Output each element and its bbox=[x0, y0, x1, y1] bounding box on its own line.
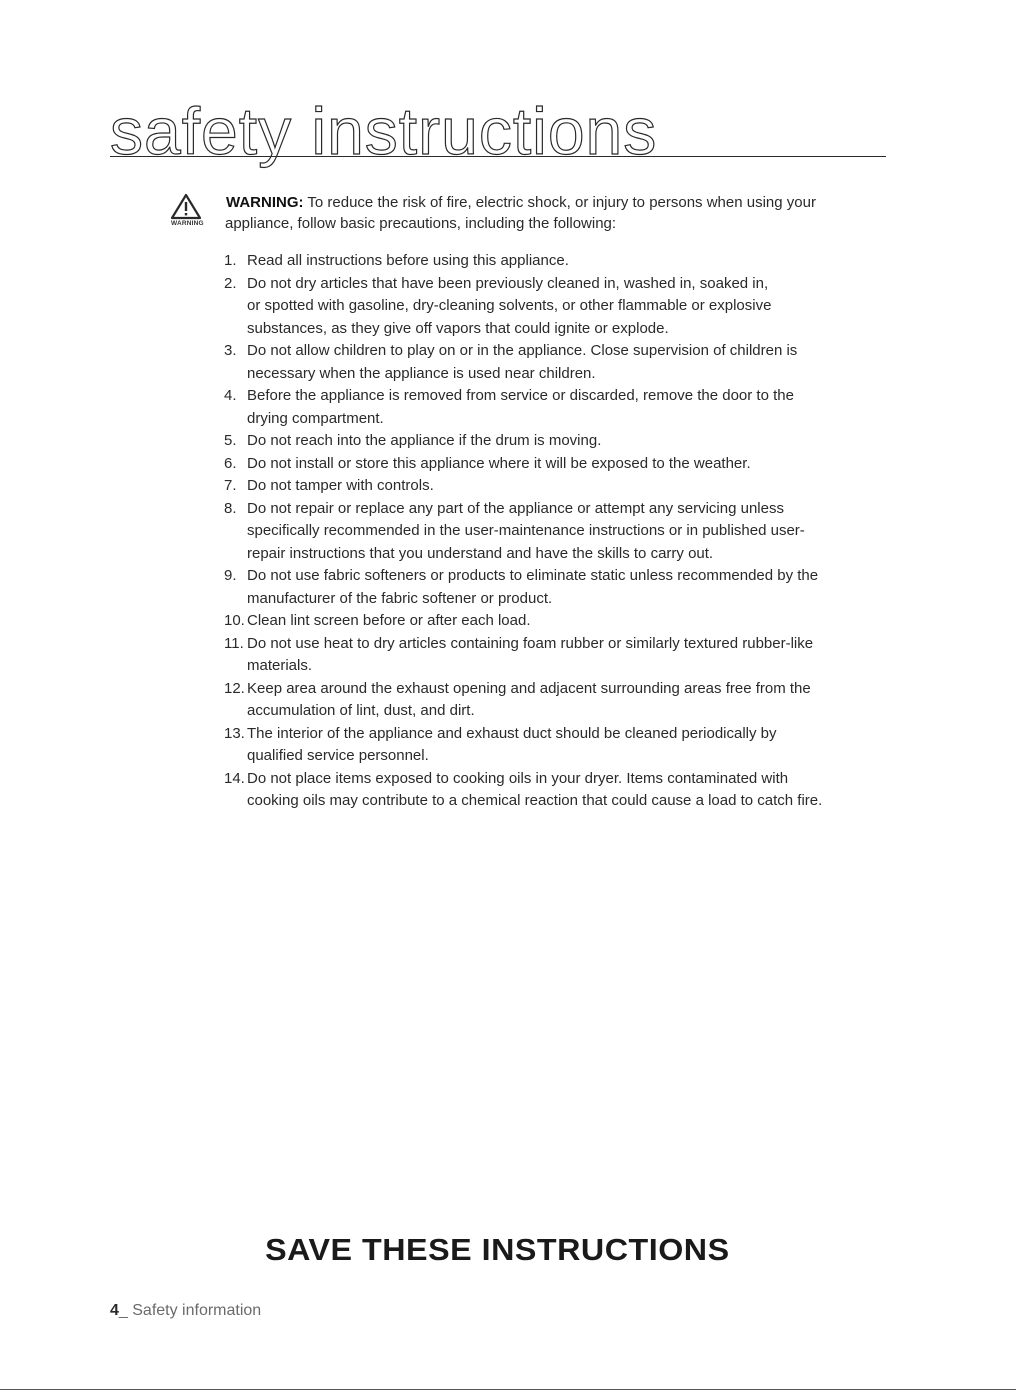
instruction-item bbox=[224, 340, 904, 385]
warning-icon-label: WARNING bbox=[171, 220, 204, 227]
warning-text-line2: appliance, follow basic precautions, including the following: bbox=[225, 215, 617, 232]
instruction-item bbox=[224, 768, 904, 813]
instruction-item bbox=[224, 453, 904, 476]
instruction-number: 3. bbox=[224, 342, 237, 359]
instruction-text-line: specifically recommended in the user-maintenance instructions or in published user- bbox=[247, 522, 805, 539]
instruction-text-line: Do not repair or replace any part of the appliance or attempt any servicing unless bbox=[247, 499, 784, 517]
instruction-text-line: repair instructions that you understand and have the skills to carry out. bbox=[247, 544, 714, 562]
bottom-rule bbox=[0, 1389, 1016, 1390]
instruction-list bbox=[224, 250, 904, 813]
instruction-number: 1. bbox=[224, 252, 237, 269]
instruction-item bbox=[224, 678, 904, 723]
instruction-text-line: necessary when the appliance is used near children. bbox=[247, 364, 596, 382]
instruction-text-line: Keep area around the exhaust opening and adjacent surrounding areas free from the bbox=[247, 679, 811, 697]
instruction-item bbox=[224, 565, 904, 610]
instruction-text-line: qualified service personnel. bbox=[247, 747, 429, 764]
save-instructions-banner bbox=[0, 1232, 1016, 1268]
instruction-item bbox=[224, 250, 904, 273]
instruction-number: 7. bbox=[224, 477, 237, 494]
warning-text-line1 bbox=[226, 193, 816, 213]
instruction-text-line: Do not use fabric softeners or products to eliminate static unless recommended by the bbox=[247, 567, 819, 584]
page-number: 4 bbox=[110, 1302, 119, 1319]
page-footer bbox=[110, 1302, 261, 1320]
instruction-text-line: Do not place items exposed to cooking oils in your dryer. Items contaminated with bbox=[247, 769, 789, 787]
instruction-number: 10. bbox=[224, 612, 245, 629]
instruction-number: 14. bbox=[224, 769, 245, 787]
instruction-item bbox=[224, 498, 904, 566]
instruction-text-line: cooking oils may contribute to a chemical reaction that could cause a load to catch fire. bbox=[247, 792, 823, 809]
instruction-text-line: materials. bbox=[247, 657, 313, 674]
instruction-text-line: The interior of the appliance and exhaust duct should be cleaned periodically by bbox=[247, 724, 777, 742]
instruction-item bbox=[224, 723, 904, 768]
instruction-text-line: or spotted with gasoline, dry-cleaning solvents, or other flammable or explosive bbox=[247, 297, 772, 314]
instruction-item bbox=[224, 475, 904, 498]
instruction-text-line: Do not use heat to dry articles containing foam rubber or similarly textured rubber-like bbox=[247, 634, 814, 652]
page-title: safety instructions bbox=[110, 94, 658, 168]
instruction-text-line: Do not install or store this appliance where it will be exposed to the weather. bbox=[247, 454, 751, 472]
save-instructions-text: SAVE THESE INSTRUCTIONS bbox=[264, 1232, 730, 1267]
footer-section: Safety information bbox=[132, 1302, 262, 1319]
instruction-text-line: drying compartment. bbox=[247, 409, 384, 427]
warning-label: WARNING: bbox=[226, 194, 304, 211]
instruction-text-line: Clean lint screen before or after each load. bbox=[247, 612, 531, 629]
instruction-text-line: substances, as they give off vapors that could ignite or explode. bbox=[247, 319, 669, 337]
instruction-number: 4. bbox=[224, 387, 237, 404]
instruction-item bbox=[224, 430, 904, 453]
footer-separator: _ bbox=[118, 1302, 133, 1319]
instruction-item bbox=[224, 385, 904, 430]
instruction-number: 12. bbox=[224, 679, 245, 697]
instruction-number: 11. bbox=[224, 634, 244, 652]
instruction-text-line: accumulation of lint, dust, and dirt. bbox=[247, 702, 475, 719]
warning-triangle-icon bbox=[170, 193, 202, 233]
instruction-text-line: Before the appliance is removed from service or discarded, remove the door to the bbox=[247, 387, 794, 404]
instruction-item bbox=[224, 633, 904, 678]
instruction-text-line: Read all instructions before using this appliance. bbox=[247, 252, 569, 269]
instruction-text-line: manufacturer of the fabric softener or product. bbox=[247, 589, 553, 607]
instruction-text-line: Do not dry articles that have been previously cleaned in, washed in, soaked in, bbox=[247, 274, 769, 292]
instruction-item bbox=[224, 610, 904, 633]
instruction-number: 2. bbox=[224, 274, 237, 292]
instruction-text-line: Do not tamper with controls. bbox=[247, 477, 434, 494]
instruction-number: 13. bbox=[224, 724, 245, 742]
title-underline bbox=[110, 156, 886, 157]
instruction-item bbox=[224, 273, 904, 341]
instruction-number: 6. bbox=[224, 454, 237, 472]
instruction-text-line: Do not reach into the appliance if the drum is moving. bbox=[247, 432, 602, 449]
warning-text: To reduce the risk of fire, electric shock, or injury to persons when using your bbox=[303, 194, 816, 211]
instruction-number: 9. bbox=[224, 567, 237, 584]
instruction-number: 5. bbox=[224, 432, 237, 449]
instruction-number: 8. bbox=[224, 499, 237, 517]
instruction-text-line: Do not allow children to play on or in the appliance. Close supervision of children is bbox=[247, 342, 798, 359]
